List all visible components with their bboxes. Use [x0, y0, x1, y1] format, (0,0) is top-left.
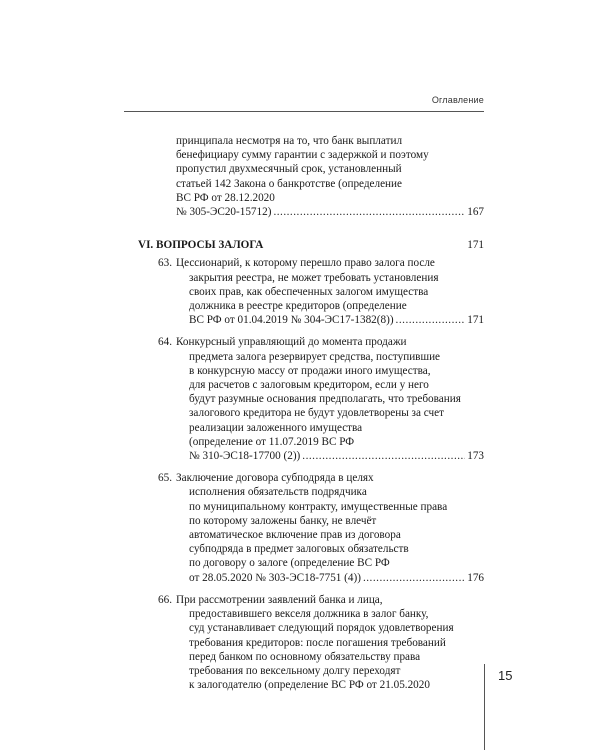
leader-dots: [363, 571, 465, 585]
toc-line: Заключение договора субподряда в целях: [176, 472, 374, 485]
toc-entry-63[interactable]: [124, 256, 484, 327]
toc-line: суд устанавливает следующий порядок удовлетворения: [189, 622, 454, 635]
toc-line: ВС РФ от 28.12.2020: [176, 191, 275, 204]
toc-page-ref: 167: [467, 206, 484, 219]
toc-entry-continued: [124, 134, 484, 219]
entry-number: 63.: [158, 257, 172, 270]
header-rule: [124, 111, 484, 112]
toc-line: принципала несмотря на то, что банк выплатил: [176, 135, 403, 147]
toc-line-last: [176, 571, 484, 585]
toc-line: автоматическое включение прав из договора: [189, 529, 401, 542]
toc-page-ref: 173: [467, 450, 484, 463]
toc-line: Цессионарий, к которому перешло право залога после: [176, 257, 435, 270]
section-title: VI. ВОПРОСЫ ЗАЛОГА: [138, 239, 264, 252]
running-header-title: Оглавление: [431, 95, 484, 105]
toc-line: При рассмотрении заявлений банка и лица,: [176, 593, 383, 606]
toc-section-heading[interactable]: [124, 238, 484, 252]
toc-line: требования кредиторов: после погашения требований: [189, 636, 446, 649]
toc-line: статьей 142 Закона о банкротстве (определение: [176, 177, 402, 190]
toc-line: будут разумные основания предполагать, что требования: [189, 393, 461, 406]
entry-number: 65.: [158, 472, 172, 485]
toc-line: исполнения обязательств подрядчика: [189, 486, 367, 499]
toc-line: ВС РФ от 01.04.2019 № 304-ЭС17-1382(8)): [189, 314, 394, 327]
toc-line: залогового кредитора не будут удовлетворены за счет: [189, 407, 444, 420]
toc-entry-66[interactable]: [124, 593, 484, 692]
page-number-rule: [484, 664, 485, 750]
toc-line: от 28.05.2020 № 303-ЭС18-7751 (4)): [189, 571, 361, 584]
toc-line: требования по вексельному долгу переходят: [189, 664, 401, 677]
toc-line: должника в реестре кредиторов (определение: [189, 300, 407, 313]
toc-line: Конкурсный управляющий до момента продажи: [176, 336, 407, 349]
toc-entry-64[interactable]: [124, 335, 484, 463]
toc-line: по договору о залоге (определение ВС РФ: [189, 557, 390, 570]
leader-dots: [302, 449, 465, 463]
entry-number: 64.: [158, 336, 172, 349]
toc-line: по которому заложены банку, не влечёт: [189, 514, 377, 527]
toc-line: № 305-ЭС20-15712): [176, 206, 272, 219]
toc-line: перед банком по основному обязательству права: [189, 650, 421, 663]
toc-page-ref: 176: [467, 571, 484, 584]
toc-line-last: [176, 449, 484, 463]
toc-line: предоставившего векселя должника в залог банку,: [189, 608, 429, 621]
toc-entry-65[interactable]: [124, 471, 484, 585]
toc-line: закрытия реестра, не может требовать установления: [189, 271, 439, 284]
toc-line: субподряда в предмет залоговых обязательств: [189, 543, 409, 556]
toc-line: для расчетов с залоговым кредитором, если у него: [189, 379, 429, 392]
page-number: 15: [498, 668, 513, 683]
toc-page-ref: 171: [467, 314, 484, 327]
toc-line-last: [176, 205, 484, 219]
table-of-contents: [124, 134, 484, 692]
toc-line: своих прав, как обеспеченных залогом имущества: [189, 285, 429, 298]
leader-dots: [396, 313, 466, 327]
toc-line-last: [176, 313, 484, 327]
entry-number: 66.: [158, 593, 172, 606]
toc-line: по муниципальному контракту, имущественные права: [189, 500, 448, 513]
toc-page-ref: 171: [467, 239, 484, 252]
toc-line: (определение от 11.07.2019 ВС РФ: [189, 435, 355, 448]
toc-line: пропустил двухмесячный срок, установленный: [176, 163, 402, 176]
toc-line: в конкурсную массу от продажи иного имущества,: [189, 364, 431, 377]
toc-line: предмета залога резервирует средства, поступившие: [189, 350, 441, 363]
toc-line: бенефициару сумму гарантии с задержкой и поэтому: [176, 149, 429, 162]
toc-line: № 310-ЭС18-17700 (2)): [189, 450, 301, 463]
toc-line: реализации заложенного имущества: [189, 421, 363, 434]
leader-dots: [273, 205, 465, 219]
toc-line: к залогодателю (определение ВС РФ от 21.05.2020: [189, 679, 430, 692]
